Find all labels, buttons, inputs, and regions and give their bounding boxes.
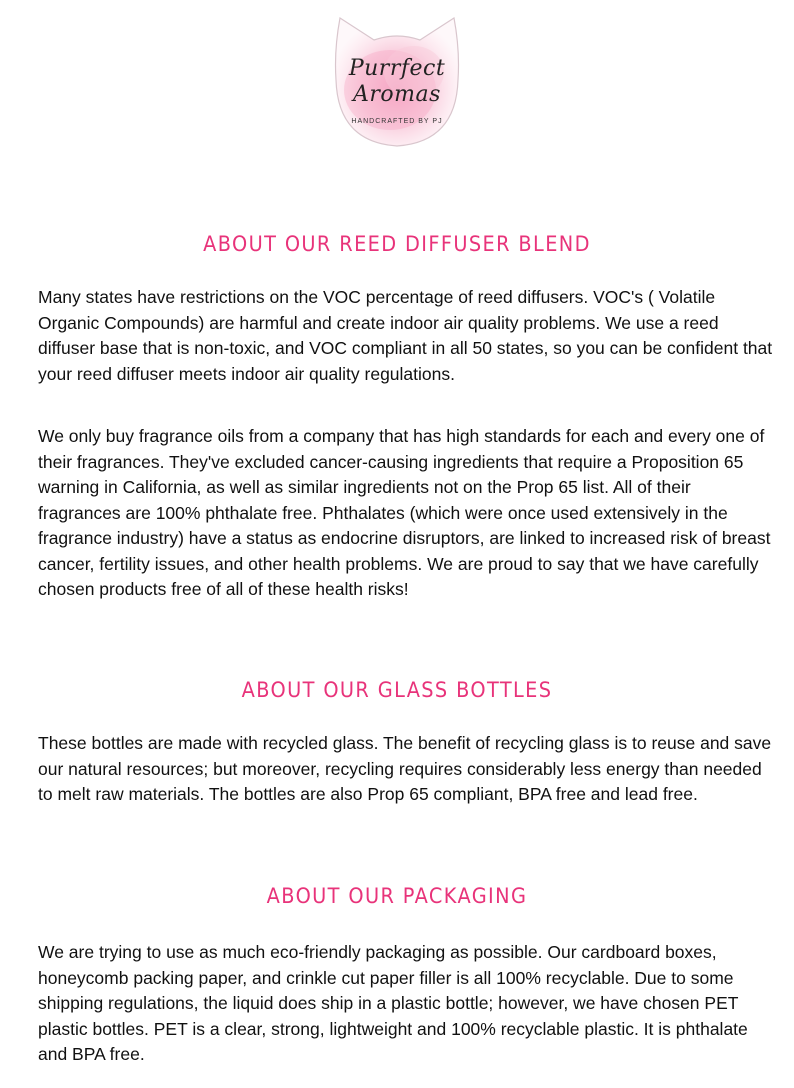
logo-title-line2: Aromas xyxy=(353,82,441,107)
logo-title-line1: Purrfect xyxy=(348,56,446,81)
section-heading-packaging: ABOUT OUR PACKAGING xyxy=(266,884,528,908)
paragraph-fragrance-oils: We only buy fragrance oils from a company that has high standards for each and every one of their fragrances. They've excluded cancer-causing ingredients that require a Proposition 65 warning in California, as well as similar ingredients not on the Prop 65 list. All of their fragrances are 100% phthalate free. Phthalates (which were once used extensively in the fragrance industry) have a status as endocrine disruptors, are linked to increased risk of breast cancer, fertility issues, and other health problems. We are proud to say that we have carefully chosen products free of all of these health risks! xyxy=(38,426,771,599)
section-heading-glass-bottles: ABOUT OUR GLASS BOTTLES xyxy=(241,678,553,702)
paragraph-voc: Many states have restrictions on the VOC percentage of reed diffusers. VOC's ( Volatile Organic Compounds) are harmful and create indoor air quality problems. We use a reed diffuser base that is non-toxic, and VOC compliant in all 50 states, so you can be confident that your reed diffuser meets indoor air quality regulations. xyxy=(38,287,773,384)
paragraph-glass-bottles: These bottles are made with recycled glass. The benefit of recycling glass is to reuse and save our natural resources; but moreover, recycling requires considerably less energy than needed to melt raw materials. The bottles are also Prop 65 compliant, BPA free and lead free. xyxy=(38,733,772,804)
brand-logo xyxy=(330,10,464,150)
section-heading-reed-diffuser: ABOUT OUR REED DIFFUSER BLEND xyxy=(203,232,591,256)
logo-tagline: HANDCRAFTED BY PJ xyxy=(351,118,443,125)
paragraph-packaging: We are trying to use as much eco-friendly packaging as possible. Our cardboard boxes, honeycomb packing paper, and crinkle cut paper filler is all 100% recyclable. Due to some shipping regulations, the liquid does ship in a plastic bottle; however, we have chosen PET plastic bottles. PET is a clear, strong, lightweight and 100% recyclable plastic. It is phthalate and BPA free. xyxy=(38,942,748,1064)
